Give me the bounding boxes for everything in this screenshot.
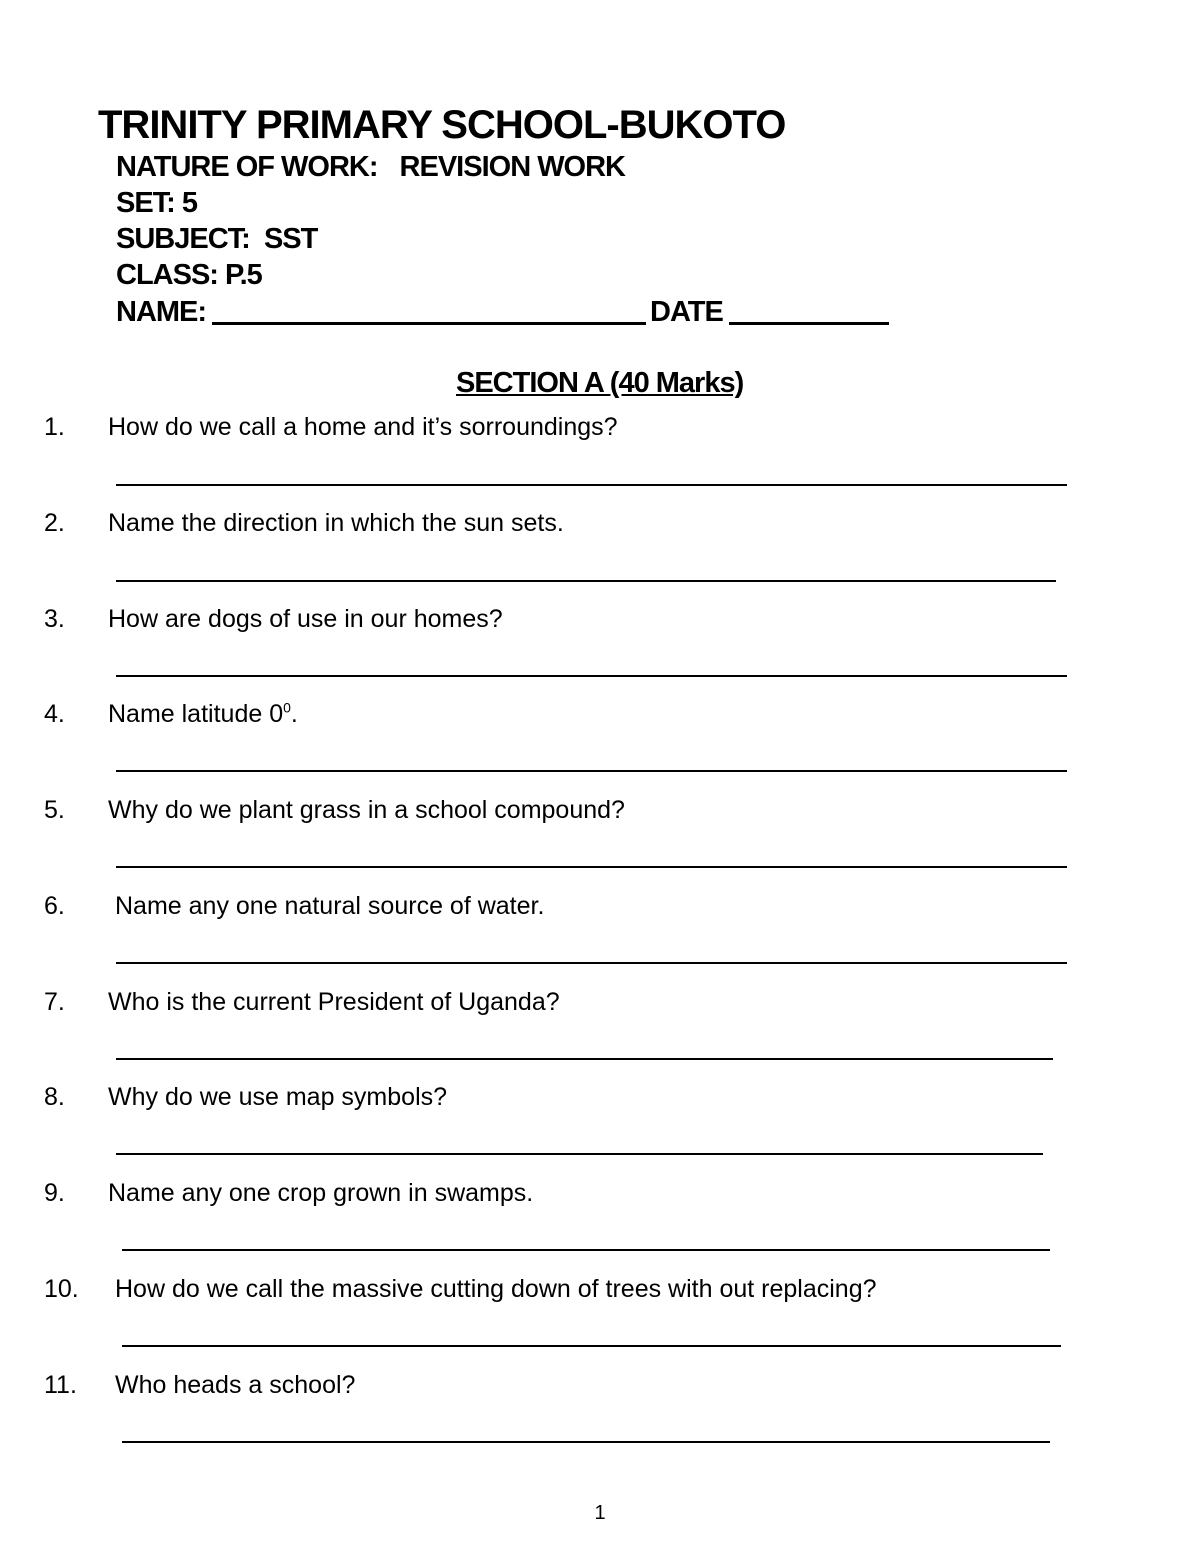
- answer-line[interactable]: [122, 1249, 1050, 1251]
- degree-superscript: 0: [283, 699, 291, 716]
- name-field[interactable]: [212, 296, 646, 325]
- nature-of-work-value: REVISION WORK: [399, 151, 626, 183]
- nature-of-work-label: NATURE OF WORK:: [116, 151, 378, 183]
- answer-line[interactable]: [116, 1058, 1053, 1060]
- section-title: SECTION A (40 Marks): [456, 367, 744, 399]
- question-text-suffix: .: [290, 700, 298, 728]
- name-date-row: [116, 293, 893, 329]
- subject-value: SST: [263, 223, 318, 255]
- answer-line[interactable]: [122, 1441, 1050, 1443]
- question-number: 2.: [44, 509, 65, 537]
- question-text: Why do we use map symbols?: [108, 1083, 448, 1111]
- name-label: NAME:: [116, 296, 207, 328]
- question-number: 6.: [44, 892, 65, 920]
- question-text: Why do we plant grass in a school compound?: [108, 796, 625, 824]
- question-number: 7.: [44, 988, 65, 1016]
- question-text: Who heads a school?: [115, 1371, 356, 1399]
- question-number: 5.: [44, 796, 65, 824]
- page-number: 1: [594, 1502, 606, 1524]
- question-number: 3.: [44, 605, 65, 633]
- question-text: Name any one crop grown in swamps.: [108, 1179, 534, 1207]
- date-label: DATE: [650, 296, 723, 328]
- class-level: CLASS: P.5: [116, 259, 262, 291]
- date-field[interactable]: [729, 296, 889, 325]
- answer-line[interactable]: [116, 770, 1067, 772]
- subject: [116, 222, 317, 256]
- question-text: [108, 699, 298, 729]
- question-number: 10.: [44, 1275, 79, 1303]
- set-number: SET: 5: [116, 187, 198, 219]
- question-text: How do we call a home and it’s sorroundings?: [108, 413, 618, 441]
- question-text: How are dogs of use in our homes?: [108, 605, 503, 633]
- question-number: 11.: [44, 1371, 77, 1399]
- answer-line[interactable]: [122, 1345, 1061, 1347]
- answer-line[interactable]: [116, 675, 1067, 677]
- question-text: How do we call the massive cutting down of trees with out replacing?: [115, 1275, 877, 1303]
- subject-label: SUBJECT:: [116, 223, 250, 255]
- question-number: 9.: [44, 1179, 65, 1207]
- answer-line[interactable]: [116, 1153, 1043, 1155]
- question-text-main: Name latitude 0: [108, 700, 284, 728]
- question-number: 4.: [44, 700, 65, 728]
- question-text: Name any one natural source of water.: [115, 892, 545, 920]
- answer-line[interactable]: [116, 962, 1067, 964]
- answer-line[interactable]: [116, 866, 1067, 868]
- answer-line[interactable]: [116, 484, 1067, 486]
- question-text: Name the direction in which the sun sets.: [108, 509, 564, 537]
- nature-of-work: [116, 150, 625, 184]
- question-number: 8.: [44, 1083, 65, 1111]
- answer-line[interactable]: [116, 580, 1056, 582]
- question-text: Who is the current President of Uganda?: [108, 988, 560, 1016]
- school-title: TRINITY PRIMARY SCHOOL-BUKOTO: [98, 103, 786, 147]
- question-number: 1.: [44, 413, 65, 441]
